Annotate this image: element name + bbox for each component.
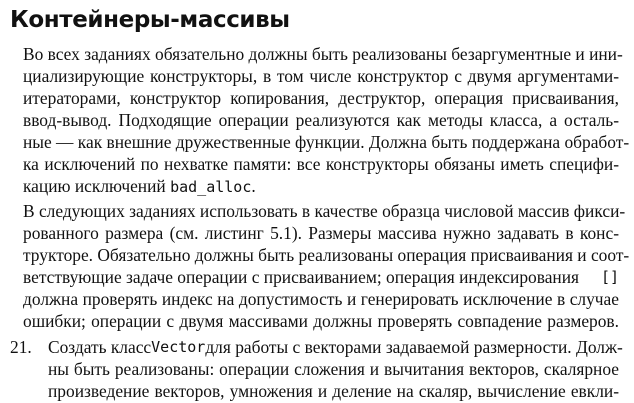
text-line: ка исключений по нехватке памяти: все конструкторы обязаны иметь специфи- [23,154,619,174]
text-fragment: Создать класс [48,337,152,357]
text-line: Во всех заданиях обязательно должны быть реализованы безаргументные и ини- [23,44,623,64]
text-line [23,175,619,197]
text-line: трукторе. Обязательно должны быть реализованы операция присваивания и соот- [23,245,630,265]
item-number: 21. [10,337,32,357]
text-fragment: ветствующие задаче операции с присваиванием; операция индексирования [23,267,580,287]
text-line: циализирующие конструкторы, в том числе конструктор с двумя аргументами- [23,66,619,86]
text-line [23,266,619,288]
text-fragment: . [251,176,256,196]
text-line: итераторами, конструктор копирования, деструктор, операция присваивания, [23,88,619,108]
text-fragment: кацию исключений [23,176,171,196]
code-bad-alloc: bad_alloc [170,178,252,196]
text-line: произведение векторов, умножения и деление на скаляр, вычисление евкли- [48,381,619,401]
text-line: рованного размера (см. листинг 5.1). Размеры массива нужно задавать в конс- [23,223,619,243]
text-line: ны быть реализованы: операции сложения и вычитания векторов, скалярное [48,359,619,379]
text-line: В следующих заданиях использовать в качестве образца числовой массив фикси- [23,201,626,221]
code-index-operator: [] [600,268,619,286]
text-fragment: для работы с векторами задаваемой размерности. Долж- [205,337,623,357]
code-vector: Vector [151,338,206,356]
text-line: должна проверять индекс на допустимость и генерировать исключение в случае [23,289,619,309]
text-line: ные — как внешние дружественные функции. Должна быть поддержана обработ- [23,132,630,152]
text-line: ошибки; операции с двумя массивами должны проверять совпадение размеров. [23,311,619,331]
text-line [48,336,623,358]
section-heading: Контейнеры-массивы [10,7,290,33]
text-line: ввод-вывод. Подходящие операции реализуются как методы класса, а осталь- [23,110,619,130]
